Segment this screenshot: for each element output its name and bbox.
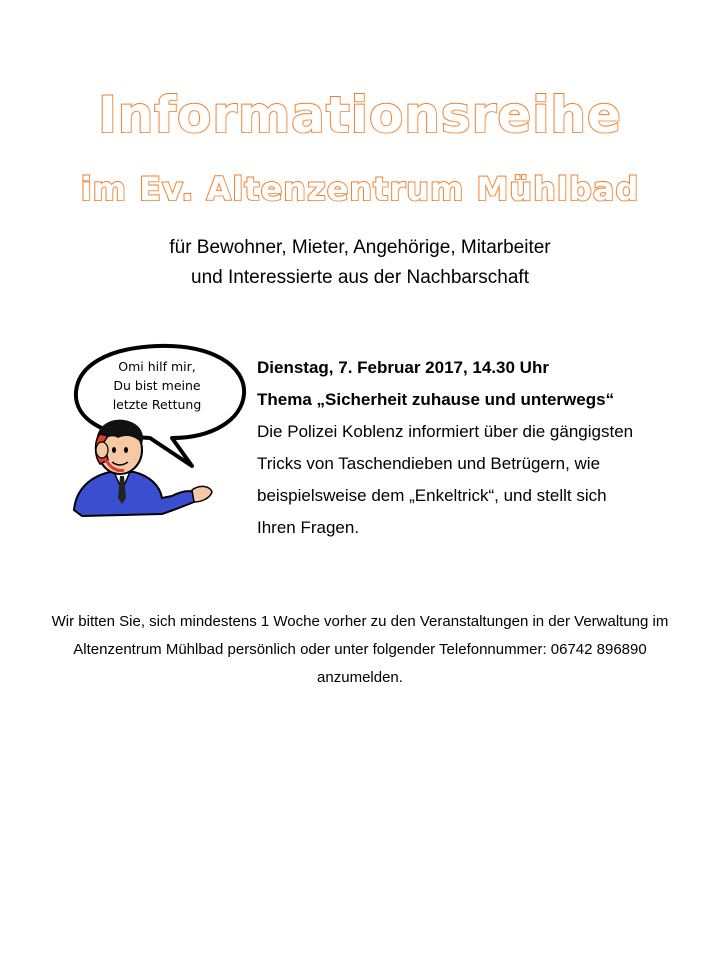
intro-line-2: und Interessierte aus der Nachbarschaft (191, 267, 529, 288)
boy-on-phone-icon (62, 338, 252, 523)
footer-line-2: Altenzentrum Mühlbad persönlich oder unter folgender Telefonnummer: 06742 896890 (73, 641, 647, 658)
event-desc-line-3: beispielsweise dem „Enkeltrick“, und stellt sich (257, 486, 607, 505)
intro-line-1: für Bewohner, Mieter, Angehörige, Mitarbeiter (169, 237, 551, 258)
event-desc-line-1: Die Polizei Koblenz informiert über die gängigsten (257, 422, 634, 441)
registration-note (0, 608, 720, 692)
speech-line-1: Omi hilf mir, (118, 359, 196, 374)
title-line-1: Informationsreihe (98, 86, 622, 144)
event-date: Dienstag, 7. Februar 2017, 14.30 Uhr (257, 358, 549, 377)
speech-line-2: Du bist meine (113, 378, 201, 393)
suit (74, 472, 194, 516)
intro-text (0, 233, 720, 293)
event-topic: Thema „Sicherheit zuhause und unterwegs“ (257, 390, 615, 409)
speech-line-3: letzte Rettung (112, 397, 202, 412)
footer-line-3: anzumelden. (317, 669, 403, 686)
boy-on-phone-illustration (62, 338, 252, 523)
title-line-2: im Ev. Altenzentrum Mühlbad (80, 170, 640, 208)
event-desc-line-4: Ihren Fragen. (257, 518, 360, 537)
event-details (257, 352, 697, 544)
event-desc-line-2: Tricks von Taschendieben und Betrügern, wie (257, 454, 601, 473)
footer-line-1: Wir bitten Sie, sich mindestens 1 Woche vorher zu den Veranstaltungen in der Verwaltung im (51, 613, 669, 630)
